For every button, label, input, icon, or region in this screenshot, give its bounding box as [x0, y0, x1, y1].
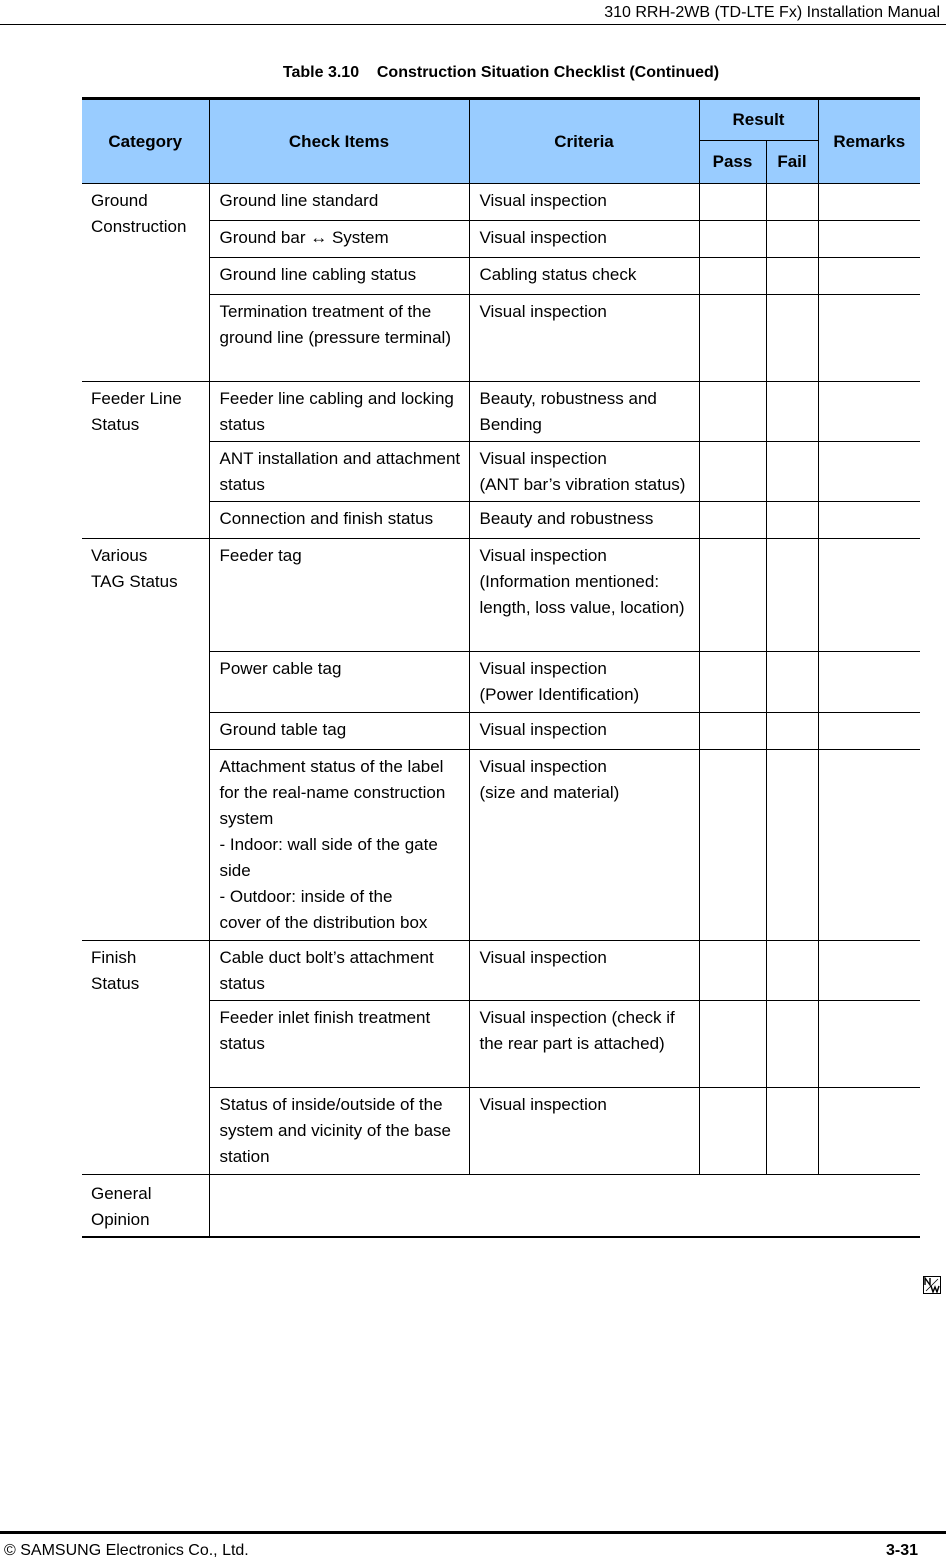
- criteria-cell: Beauty, robustness and Bending: [469, 382, 699, 442]
- checklist-body: [82, 184, 920, 1238]
- criteria-cell: Beauty and robustness: [469, 502, 699, 539]
- check-item-cell: Ground table tag: [209, 713, 469, 750]
- category-header: Category: [82, 99, 209, 184]
- remarks-header: Remarks: [818, 99, 920, 184]
- remarks-cell[interactable]: [818, 295, 920, 382]
- fail-cell[interactable]: [766, 382, 818, 442]
- criteria-cell: Visual inspection (Power Identification): [469, 652, 699, 713]
- checklist-table: [82, 97, 920, 1238]
- remarks-cell[interactable]: [818, 184, 920, 221]
- category-cell: Finish Status: [82, 941, 209, 1175]
- pass-cell[interactable]: [699, 442, 766, 502]
- header-rule: [0, 24, 946, 25]
- criteria-cell: Visual inspection (size and material): [469, 750, 699, 941]
- check-item-cell: Cable duct bolt’s attachment status: [209, 941, 469, 1001]
- criteria-cell: Visual inspection: [469, 713, 699, 750]
- fail-cell[interactable]: [766, 539, 818, 652]
- check-items-header: Check Items: [209, 99, 469, 184]
- category-cell: Various TAG Status: [82, 539, 209, 941]
- pass-header: Pass: [699, 141, 766, 184]
- fail-cell[interactable]: [766, 184, 818, 221]
- page-number: 3-31: [885, 1542, 918, 1559]
- remarks-cell[interactable]: [818, 750, 920, 941]
- pass-cell[interactable]: [699, 713, 766, 750]
- fail-cell[interactable]: [766, 221, 818, 258]
- pass-cell[interactable]: [699, 184, 766, 221]
- fail-header: Fail: [766, 141, 818, 184]
- check-item-cell: Ground bar ↔ System: [209, 221, 469, 258]
- remarks-cell[interactable]: [818, 1001, 920, 1088]
- fail-cell[interactable]: [766, 295, 818, 382]
- pass-cell[interactable]: [699, 652, 766, 713]
- fail-cell[interactable]: [766, 941, 818, 1001]
- check-item-cell: Ground line cabling status: [209, 258, 469, 295]
- checklist-row: [82, 539, 920, 652]
- remarks-cell[interactable]: [818, 652, 920, 713]
- fail-cell[interactable]: [766, 750, 818, 941]
- fail-cell[interactable]: [766, 258, 818, 295]
- criteria-cell: Visual inspection: [469, 1088, 699, 1175]
- check-item-cell: Attachment status of the label for the real-name construction system - Indoor: wall side of the gate side - Outdoor: inside of the cover of the distribution box: [209, 750, 469, 941]
- criteria-cell: Visual inspection: [469, 184, 699, 221]
- pass-cell[interactable]: [699, 1001, 766, 1088]
- criteria-cell: Visual inspection: [469, 295, 699, 382]
- general-opinion-label: General Opinion: [82, 1175, 209, 1238]
- remarks-cell[interactable]: [818, 502, 920, 539]
- fail-cell[interactable]: [766, 652, 818, 713]
- pass-cell[interactable]: [699, 502, 766, 539]
- check-item-cell: Ground line standard: [209, 184, 469, 221]
- criteria-cell: Visual inspection: [469, 221, 699, 258]
- checklist-row: [82, 941, 920, 1001]
- check-item-cell: Feeder inlet finish treatment status: [209, 1001, 469, 1088]
- category-cell: Feeder Line Status: [82, 382, 209, 539]
- pass-cell[interactable]: [699, 295, 766, 382]
- remarks-cell[interactable]: [818, 713, 920, 750]
- check-item-cell: Termination treatment of the ground line (pressure terminal): [209, 295, 469, 382]
- check-item-cell: Feeder line cabling and locking status: [209, 382, 469, 442]
- check-item-cell: Feeder tag: [209, 539, 469, 652]
- criteria-header: Criteria: [469, 99, 699, 184]
- remarks-cell[interactable]: [818, 941, 920, 1001]
- general-opinion-row: [82, 1175, 920, 1238]
- checklist-row: [82, 382, 920, 442]
- criteria-cell: Visual inspection: [469, 941, 699, 1001]
- remarks-cell[interactable]: [818, 1088, 920, 1175]
- remarks-cell[interactable]: [818, 221, 920, 258]
- criteria-cell: Visual inspection (ANT bar’s vibration status): [469, 442, 699, 502]
- remarks-cell[interactable]: [818, 442, 920, 502]
- check-item-cell: Status of inside/outside of the system and vicinity of the base station: [209, 1088, 469, 1175]
- remarks-cell[interactable]: [818, 382, 920, 442]
- footer-rule: [0, 1531, 946, 1534]
- table-title: Table 3.10 Construction Situation Checklist (Continued): [282, 64, 720, 81]
- nw-icon: [923, 1276, 941, 1294]
- fail-cell[interactable]: [766, 1001, 818, 1088]
- criteria-cell: Visual inspection (Information mentioned: length, loss value, location): [469, 539, 699, 652]
- check-item-cell: ANT installation and attachment status: [209, 442, 469, 502]
- check-item-cell: Power cable tag: [209, 652, 469, 713]
- fail-cell[interactable]: [766, 1088, 818, 1175]
- checklist-row: [82, 184, 920, 221]
- fail-cell[interactable]: [766, 713, 818, 750]
- criteria-cell: Visual inspection (check if the rear part is attached): [469, 1001, 699, 1088]
- check-item-cell: Connection and finish status: [209, 502, 469, 539]
- remarks-cell[interactable]: [818, 258, 920, 295]
- remarks-cell[interactable]: [818, 539, 920, 652]
- running-header: 310 RRH-2WB (TD-LTE Fx) Installation Manual: [604, 4, 940, 21]
- criteria-cell: Cabling status check: [469, 258, 699, 295]
- pass-cell[interactable]: [699, 539, 766, 652]
- category-cell: Ground Construction: [82, 184, 209, 382]
- pass-cell[interactable]: [699, 258, 766, 295]
- fail-cell[interactable]: [766, 502, 818, 539]
- footer-copyright: © SAMSUNG Electronics Co., Ltd.: [4, 1542, 249, 1559]
- pass-cell[interactable]: [699, 382, 766, 442]
- fail-cell[interactable]: [766, 442, 818, 502]
- result-header: Result: [699, 99, 818, 141]
- pass-cell[interactable]: [699, 750, 766, 941]
- general-opinion-field: [209, 1175, 920, 1238]
- pass-cell[interactable]: [699, 1088, 766, 1175]
- pass-cell[interactable]: [699, 221, 766, 258]
- pass-cell[interactable]: [699, 941, 766, 1001]
